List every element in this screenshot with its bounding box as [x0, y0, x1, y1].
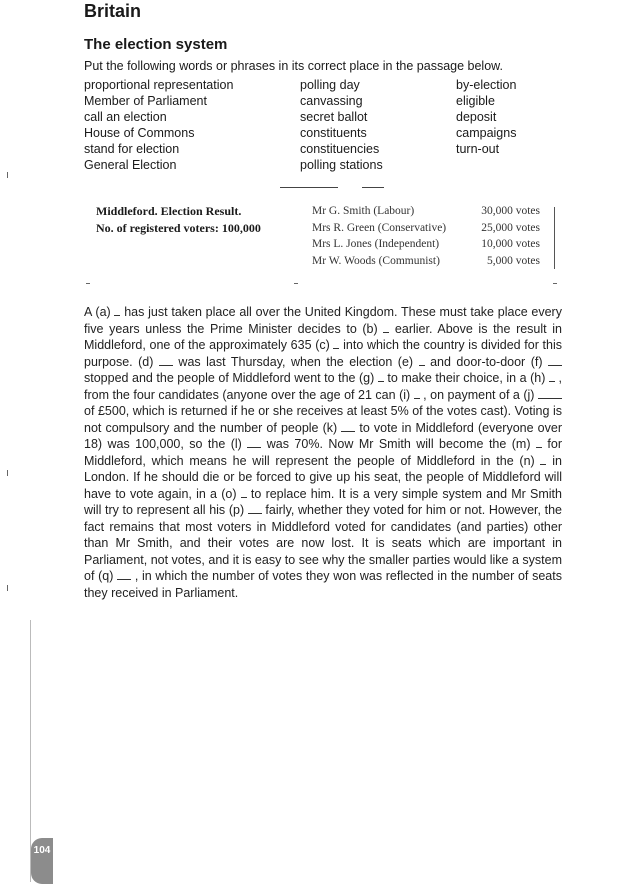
- passage-segment: , in which the number of votes they won was reflected in the number of seats they received in Parliament.: [84, 569, 562, 600]
- corner-mark: [86, 283, 90, 284]
- instruction-text: Put the following words or phrases in its correct place in the passage below.: [84, 59, 503, 73]
- word-bank-item: House of Commons: [84, 126, 195, 140]
- word-bank-item: General Election: [84, 158, 177, 172]
- chapter-title: Britain: [84, 1, 142, 21]
- candidate-votes-value: 25,000 votes: [481, 221, 540, 234]
- answer-blank-a[interactable]: [114, 305, 120, 316]
- separator-line: [280, 187, 338, 188]
- margin-mark: [7, 585, 8, 591]
- passage-segment: , from the four candidates (anyone over the age of 21 can (i): [84, 371, 562, 402]
- answer-blank-m[interactable]: [536, 437, 542, 448]
- candidate-name: Mrs L. Jones (Independent): [312, 238, 440, 250]
- candidate-votes: [456, 203, 540, 269]
- result-heading: [96, 203, 261, 236]
- answer-blank-l[interactable]: [247, 437, 261, 448]
- word-bank-column-2: [300, 77, 383, 173]
- registered-voters: No. of registered voters: 100,000: [96, 220, 261, 235]
- corner-mark: [294, 283, 298, 284]
- answer-blank-i[interactable]: [414, 388, 420, 399]
- answer-blank-p[interactable]: [248, 503, 262, 514]
- word-bank-item: secret ballot: [300, 110, 368, 124]
- word-bank-item: polling day: [300, 78, 360, 92]
- passage-segment: was last Thursday, when the election (e): [178, 354, 414, 369]
- passage-segment: and door-to-door (f): [430, 354, 543, 369]
- word-bank-item: proportional representation: [84, 78, 234, 92]
- result-box-line: [554, 207, 555, 269]
- word-bank-item: deposit: [456, 110, 497, 124]
- word-bank-column-3: [456, 77, 516, 157]
- word-bank-item: stand for election: [84, 142, 180, 156]
- answer-blank-h[interactable]: [549, 371, 555, 382]
- candidate-name: Mr G. Smith (Labour): [312, 205, 415, 217]
- answer-blank-e[interactable]: [419, 355, 425, 366]
- word-bank-item: by-election: [456, 78, 517, 92]
- candidate-votes-value: 5,000 votes: [486, 254, 540, 267]
- passage-segment: to make their choice, in a (h): [387, 371, 546, 385]
- margin-mark: [7, 172, 8, 178]
- page-edge-line: [30, 620, 31, 882]
- passage-segment: earlier. Above is the result in Middleford, one of the approximately 635 (c): [84, 321, 562, 352]
- margin-mark: [7, 470, 8, 476]
- candidate-name: Mrs R. Green (Conservative): [312, 221, 447, 234]
- passage-segment: of £500, which is returned if he or she receives at least 5% of the votes cast). Voting is not compulsory and the number of people (k): [84, 404, 562, 435]
- section-title: The election system: [84, 36, 228, 53]
- candidate-names: [312, 203, 446, 269]
- answer-blank-n[interactable]: [540, 454, 546, 465]
- passage-segment: , on payment of a (j): [423, 387, 535, 402]
- passage-segment: fairly, whether they voted for him or not. However, the fact remains that most voters in Middleford voted for candidates (and parties) other than Mr Smith, and their votes are now lost. It is seats which are important in Parliament, not votes, and it is easy to see why the smaller parties would like a system of (q): [84, 503, 563, 583]
- passage-segment: to vote in Middleford (everyone over 18) was 100,000, so the (l): [84, 420, 562, 451]
- answer-blank-g[interactable]: [378, 371, 384, 382]
- word-bank-item: call an election: [84, 110, 167, 124]
- passage-segment: has just taken place all over the United Kingdom. These must take place every five years unless the Prime Minister decides to (b): [84, 305, 562, 336]
- word-bank-column-1: [84, 77, 233, 173]
- word-bank-item: constituents: [300, 126, 367, 140]
- answer-blank-f[interactable]: [548, 355, 562, 366]
- passage-segment: was 70%. Now Mr Smith will become the (m): [266, 437, 531, 451]
- candidate-name: Mr W. Woods (Communist): [312, 254, 440, 267]
- candidate-votes-value: 30,000 votes: [481, 205, 540, 217]
- word-bank-item: eligible: [456, 94, 495, 108]
- word-bank-item: Member of Parliament: [84, 94, 207, 108]
- answer-blank-b[interactable]: [383, 322, 389, 333]
- passage-segment: for Middleford, which means he will represent the people of Middleford in the (n): [84, 437, 563, 468]
- answer-blank-k[interactable]: [341, 421, 355, 432]
- candidate-votes-value: 10,000 votes: [481, 238, 540, 250]
- page-number-tab: [31, 838, 53, 884]
- answer-blank-d[interactable]: [159, 355, 173, 366]
- word-bank-item: turn-out: [456, 142, 500, 156]
- word-bank-item: polling stations: [300, 158, 383, 172]
- result-title: Middleford. Election Result.: [96, 204, 242, 218]
- page-number: 104: [33, 845, 51, 856]
- word-bank-item: constituencies: [300, 142, 380, 156]
- separator-line: [362, 187, 384, 188]
- answer-blank-q[interactable]: [117, 569, 131, 580]
- word-bank-item: campaigns: [456, 126, 517, 140]
- answer-blank-o[interactable]: [241, 487, 247, 498]
- passage-segment: stopped and the people of Middleford went to the (g): [84, 371, 375, 385]
- passage-segment: to replace him. It is a very simple system and Mr Smith will try to represent all his (p): [84, 486, 562, 517]
- word-bank-item: canvassing: [300, 94, 363, 108]
- passage-segment: in London. If he should die or be forced to give up his seat, the people of Middleford will have to vote again, in a (o): [84, 453, 562, 501]
- corner-mark: [553, 283, 557, 284]
- passage-segment: into which the country is divided for this purpose. (d): [84, 338, 562, 369]
- answer-blank-c[interactable]: [333, 338, 339, 349]
- passage-text: [84, 304, 562, 601]
- answer-blank-j[interactable]: [538, 388, 562, 399]
- passage-segment: A (a): [84, 305, 111, 319]
